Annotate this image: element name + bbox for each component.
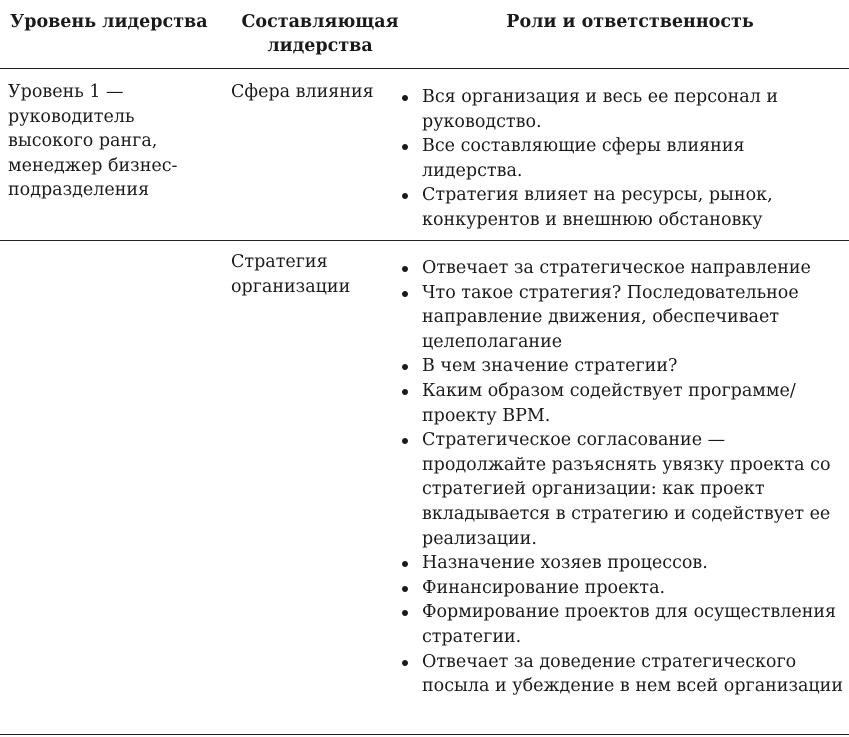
bottom-divider bbox=[0, 734, 849, 735]
list-item: В чем значение стратегии? bbox=[400, 354, 849, 379]
list-item: Вся организация и весь ее персонал и руководство. bbox=[400, 85, 849, 134]
list-item: Отвечает за доведение стратегического посыла и убеждение в нем всей организации bbox=[400, 650, 849, 699]
header-roles: Роли и ответственность bbox=[506, 12, 754, 32]
row1-component: Сфера влияния bbox=[231, 82, 374, 102]
list-item: Финансирование проекта. bbox=[400, 576, 849, 601]
row2-component: Стратегия организации bbox=[231, 252, 351, 297]
list-item: Стратегическое согласование — продолжайте разъяснять увязку проекта со стратегией организации: как проект вкладывается в стратегию и содействует ее реализации. bbox=[400, 428, 849, 551]
header-component bbox=[230, 10, 410, 58]
list-item: Назначение хозяев процессов. bbox=[400, 551, 849, 576]
header-component-line1: Составляющая bbox=[241, 12, 399, 32]
list-item: Стратегия влияет на ресурсы, рынок, конкурентов и внешнюю обстановку bbox=[400, 183, 849, 232]
header-divider bbox=[0, 68, 849, 69]
header-level: Уровень лидерства bbox=[10, 12, 208, 32]
list-item: Все составляющие сферы влияния лидерства. bbox=[400, 134, 849, 183]
list-item: Что такое стратегия? Последовательное направление движения, обеспечивает целеполагание bbox=[400, 281, 849, 355]
row2-roles-list bbox=[400, 256, 849, 699]
row1-roles-list bbox=[400, 85, 849, 233]
header-component-line2: лидерства bbox=[267, 36, 373, 56]
list-item: Каким образом содействует программе/проекту BPM. bbox=[400, 379, 849, 428]
row-divider bbox=[0, 240, 849, 241]
row1-level: Уровень 1 — руководитель высокого ранга, менеджер бизнес-подразделения bbox=[8, 82, 178, 201]
list-item: Формирование проектов для осуществления стратегии. bbox=[400, 600, 849, 649]
list-item: Отвечает за стратегическое направление bbox=[400, 256, 849, 281]
